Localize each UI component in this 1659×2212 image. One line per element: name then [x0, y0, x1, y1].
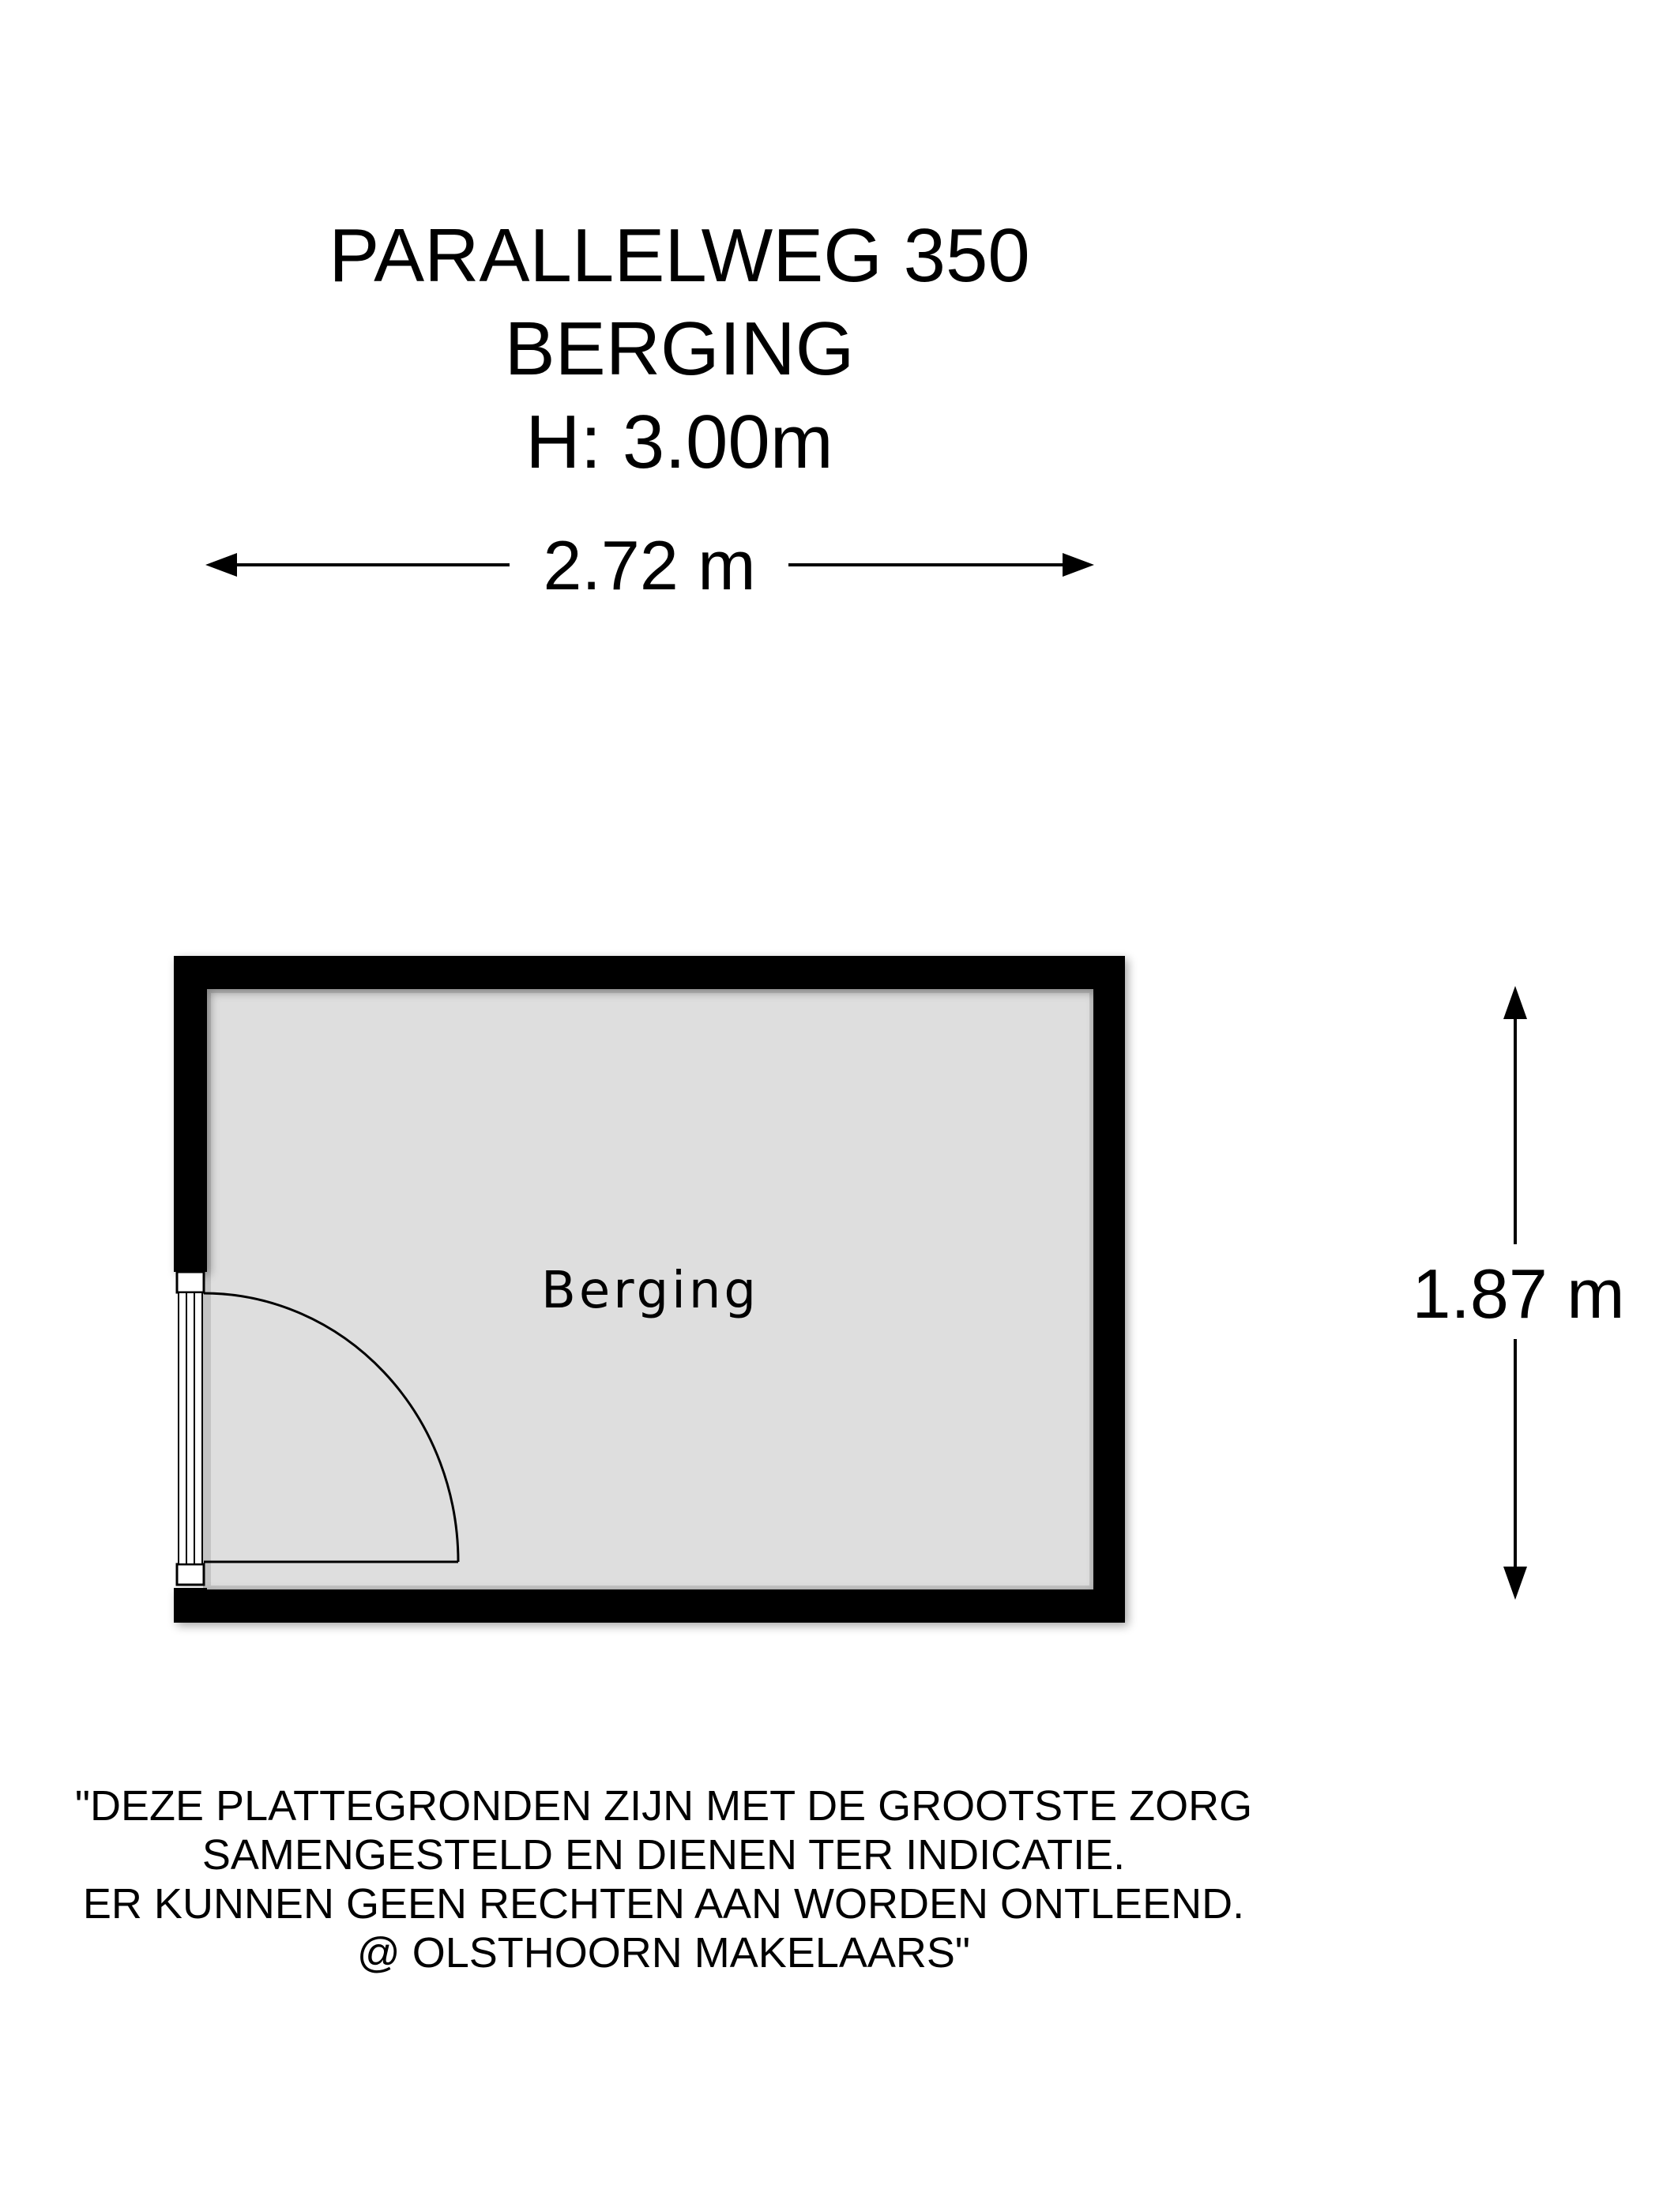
- width-arrow-left-icon: [205, 553, 237, 577]
- depth-arrow-up-icon: [1503, 986, 1527, 1019]
- disclaimer-line-3: ER KUNNEN GEEN RECHTEN AAN WORDEN ONTLEEND.: [82, 1880, 1245, 1928]
- disclaimer: [0, 1781, 1327, 1977]
- room-label-berging: Berging: [540, 1262, 760, 1320]
- wall-bottom: [174, 1589, 1125, 1623]
- door-opening: [179, 1292, 202, 1564]
- wall-top: [174, 956, 1125, 989]
- ceiling-height: H: 3.00m: [525, 400, 833, 484]
- wall-right: [1093, 956, 1125, 1623]
- width-dimension: [205, 526, 1094, 604]
- wall-left-upper: [174, 956, 207, 1272]
- disclaimer-line-2: SAMENGESTELD EN DIENEN TER INDICATIE.: [201, 1831, 1126, 1879]
- disclaimer-line-4: @ OLSTHOORN MAKELAARS": [356, 1929, 971, 1977]
- address-title: PARALLELWEG 350: [329, 213, 1030, 298]
- door-frame-bottom: [177, 1564, 204, 1585]
- wall-left-lower: [174, 1588, 207, 1623]
- room-berging: [174, 956, 1125, 1623]
- depth-dimension-label: 1.87 m: [1412, 1255, 1625, 1333]
- depth-dimension: [1412, 986, 1624, 1600]
- width-dimension-label: 2.72 m: [543, 526, 756, 604]
- door-frame-top: [177, 1272, 204, 1292]
- width-arrow-right-icon: [1063, 553, 1094, 577]
- disclaimer-line-1: "DEZE PLATTEGRONDEN ZIJN MET DE GROOTSTE ZORG: [74, 1782, 1253, 1830]
- depth-arrow-down-icon: [1503, 1567, 1527, 1600]
- room-type-title: BERGING: [504, 307, 855, 391]
